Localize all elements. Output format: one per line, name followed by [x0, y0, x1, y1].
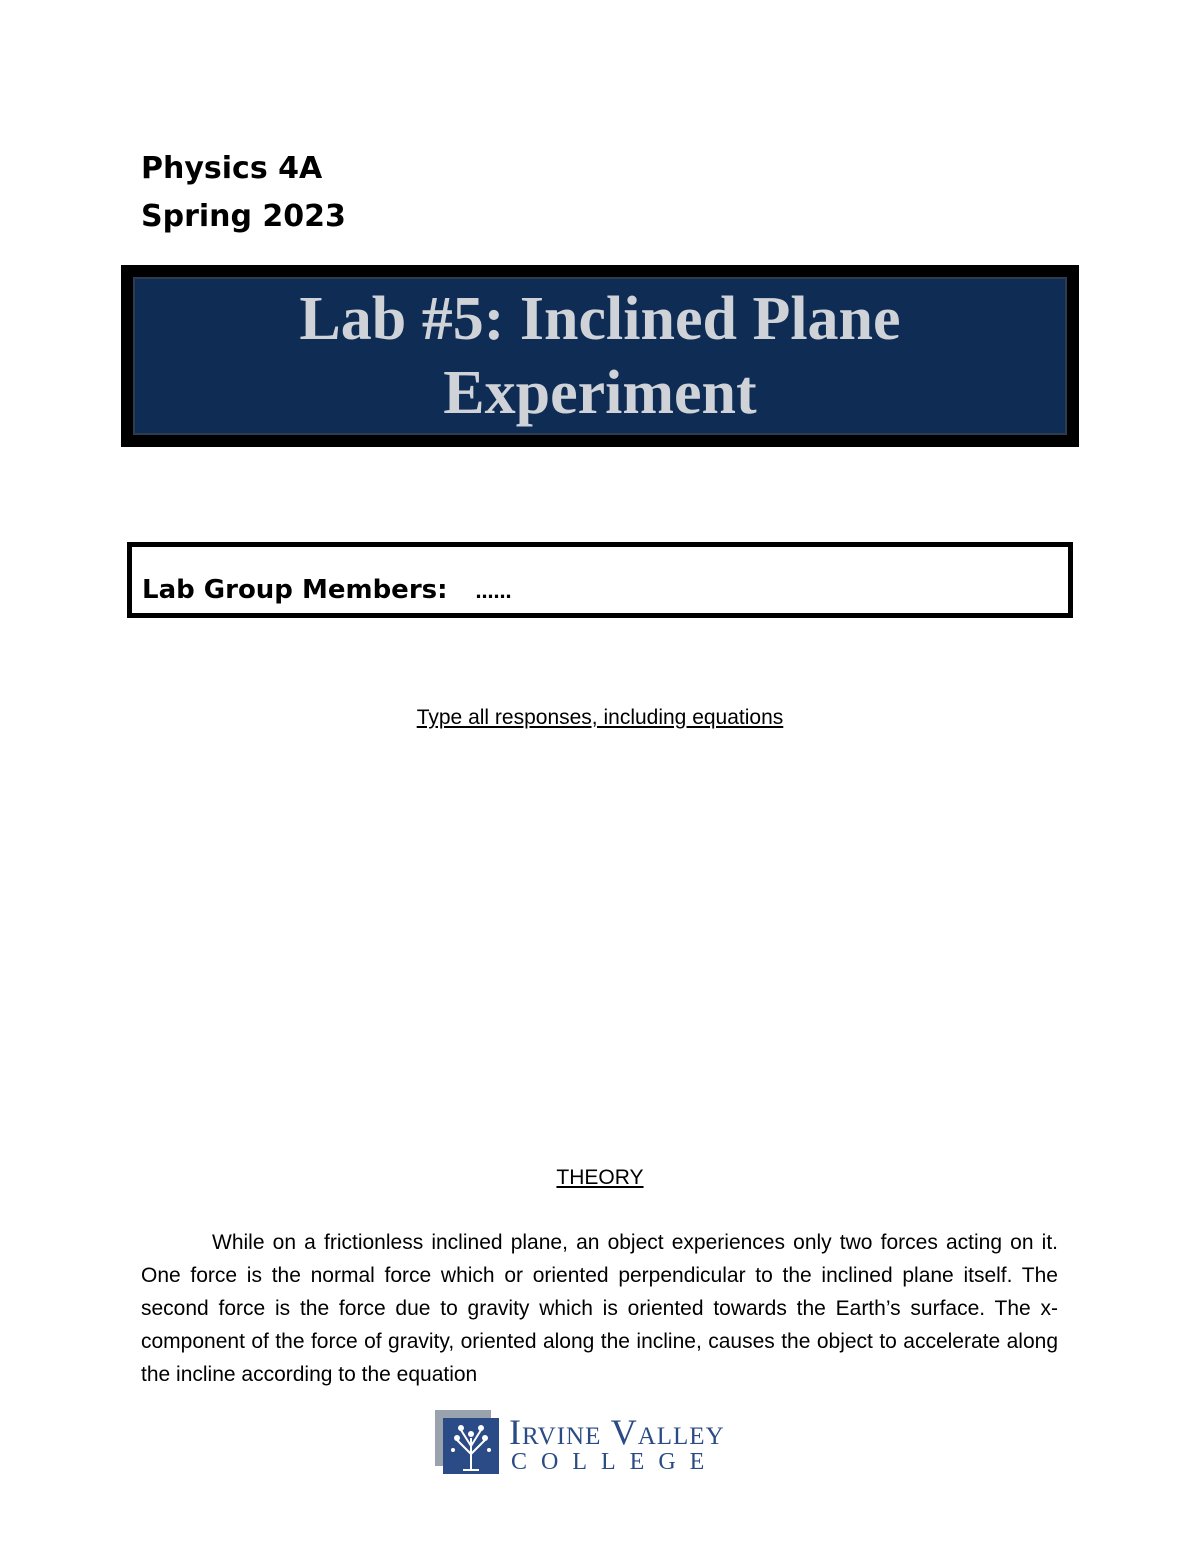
course-name: Physics 4A: [141, 151, 323, 186]
theory-heading: THEORY: [556, 1166, 644, 1189]
lab-group-members-label: Lab Group Members:: [142, 575, 448, 605]
course-header: [141, 145, 346, 241]
response-instruction: Type all responses, including equations: [416, 706, 784, 729]
title-banner-inner: [133, 277, 1067, 435]
course-term: Spring 2023: [141, 199, 346, 234]
lab-group-members-value[interactable]: ……: [475, 582, 512, 603]
lab-title-line2: Experiment: [443, 359, 757, 427]
tree-logo-icon: [435, 1410, 501, 1476]
college-name-line1: Irvine Valley: [509, 1412, 725, 1452]
lab-title-line1: Lab #5: Inclined Plane: [299, 285, 901, 353]
title-banner: [121, 265, 1079, 447]
college-name-line2: COLLEGE: [511, 1449, 719, 1475]
theory-paragraph: While on a frictionless inclined plane, an object experiences only two forces acting on it. One force is the normal force which or oriented perpendicular to the inclined plane itself. The second force is the force due to gravity which is oriented towards the Earth’s surface. The x-component of the force of gravity, oriented along the incline, causes the object to accelerate along the incline according to the equation: [141, 1231, 1058, 1386]
lab-title: [299, 282, 900, 430]
college-logo: [435, 1410, 775, 1478]
lab-group-members-box: [127, 542, 1073, 618]
